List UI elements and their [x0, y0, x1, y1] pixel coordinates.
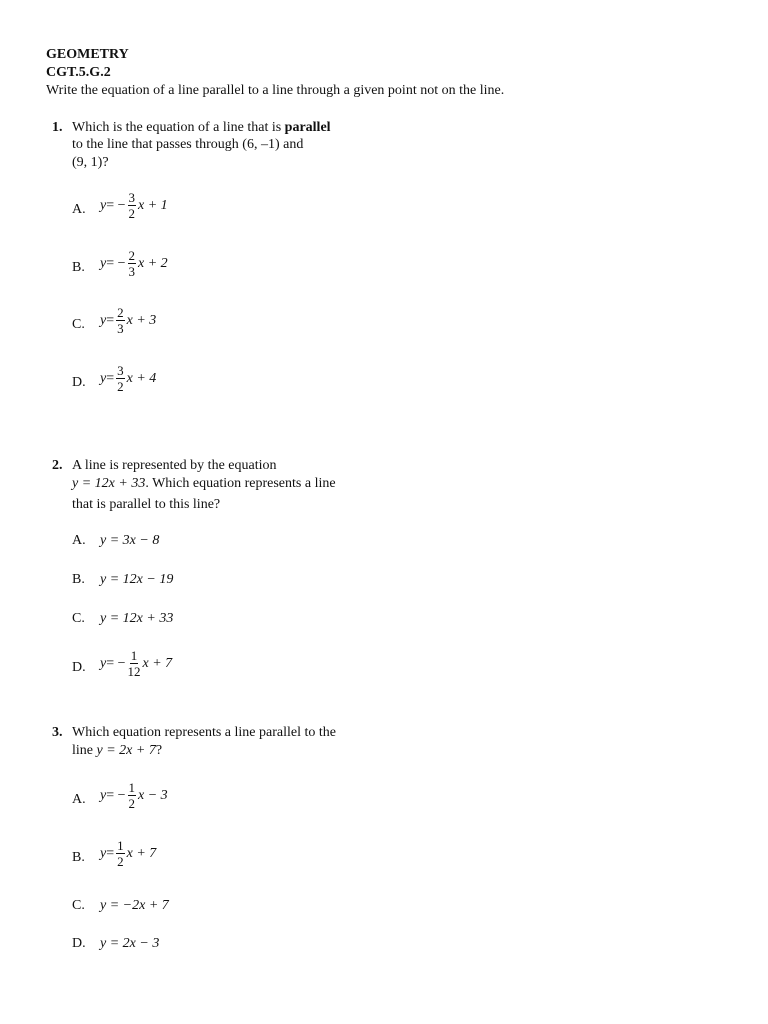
eq-sign: = −	[106, 197, 126, 213]
question-2-line-3: that is parallel to this line?	[72, 497, 221, 512]
standard-description: Write the equation of a line parallel to a line through a given point not on the line.	[46, 83, 505, 98]
q3-option-d-equation	[100, 936, 159, 952]
question-2-number: 2.	[52, 458, 63, 473]
eq-text: y = 2x − 3	[100, 936, 160, 951]
q2-option-a-equation	[100, 533, 159, 549]
eq-lhs: y	[100, 655, 107, 671]
q3-option-c-letter: C.	[72, 898, 85, 913]
q2-option-b-letter: B.	[72, 572, 85, 587]
question-2-line-1: A line is represented by the equation	[72, 458, 277, 473]
fraction	[128, 249, 137, 278]
q1-option-c-letter: C.	[72, 317, 85, 332]
question-1-line-3: (9, 1)?	[72, 155, 109, 170]
eq-sign: = −	[106, 655, 126, 671]
q3-option-b-letter: B.	[72, 850, 85, 865]
eq-sign: = −	[106, 787, 126, 803]
question-1-line-1-text: Which is the equation of a line that is	[72, 120, 285, 135]
eq-rest: x + 3	[126, 312, 157, 328]
fraction-numerator: 1	[128, 780, 136, 795]
fraction	[116, 306, 125, 335]
question-1-line-1	[72, 120, 331, 136]
eq-rest: x − 3	[138, 787, 168, 803]
eq-rest: x + 7	[142, 655, 173, 671]
q1-option-d-equation	[100, 364, 156, 393]
q2-option-d-equation	[100, 649, 172, 678]
fraction	[128, 191, 137, 220]
question-3-given-equation: y = 2x + 7	[96, 743, 156, 758]
eq-rest: x + 1	[138, 197, 168, 213]
eq-lhs: y	[100, 370, 107, 386]
eq-lhs: y	[100, 312, 107, 328]
fraction-numerator: 1	[130, 648, 138, 663]
fraction	[128, 781, 137, 810]
q3-option-a-letter: A.	[72, 792, 86, 807]
fraction-numerator: 1	[117, 838, 124, 853]
question-3-line-2-text: line	[72, 743, 97, 758]
q2-option-d-letter: D.	[72, 660, 86, 675]
fraction-numerator: 2	[117, 305, 124, 320]
q2-option-c-letter: C.	[72, 611, 85, 626]
eq-sign: =	[106, 845, 115, 861]
question-3-number: 3.	[52, 725, 63, 740]
eq-sign: = −	[106, 255, 126, 271]
q1-option-b-equation	[100, 249, 168, 278]
question-1-number: 1.	[52, 120, 63, 135]
eq-text: y = 12x + 33	[100, 611, 174, 626]
fraction-numerator: 2	[128, 248, 136, 263]
q1-option-d-letter: D.	[72, 375, 86, 390]
eq-text: y = −2x + 7	[100, 898, 169, 913]
question-3-line-2-end: ?	[155, 743, 163, 758]
eq-rest: x + 4	[126, 370, 157, 386]
eq-rest: x + 2	[138, 255, 168, 271]
q3-option-a-equation	[100, 781, 168, 810]
fraction-denominator: 2	[117, 854, 124, 869]
fraction-denominator: 3	[128, 264, 136, 279]
q3-option-d-letter: D.	[72, 936, 86, 951]
question-1-bold-word: parallel	[284, 120, 331, 135]
fraction	[116, 364, 125, 393]
eq-lhs: y	[100, 255, 107, 271]
fraction-numerator: 3	[128, 190, 136, 205]
fraction-denominator: 12	[127, 664, 141, 679]
fraction-denominator: 2	[128, 796, 136, 811]
fraction	[128, 649, 141, 678]
eq-lhs: y	[100, 845, 107, 861]
eq-text: y = 3x − 8	[100, 533, 160, 548]
fraction-denominator: 2	[128, 206, 136, 221]
fraction-numerator: 3	[117, 363, 124, 378]
question-3-line-2	[72, 743, 162, 759]
eq-rest: x + 7	[126, 845, 157, 861]
q1-option-a-equation	[100, 191, 168, 220]
question-2-line-2-text: . Which equation represents a line	[145, 476, 336, 491]
fraction	[116, 839, 125, 868]
eq-text: y = 12x − 19	[100, 572, 174, 587]
q2-option-b-equation	[100, 572, 173, 588]
question-3-line-1: Which equation represents a line parallel to the	[72, 725, 336, 740]
q3-option-c-equation	[100, 898, 169, 914]
q1-option-a-letter: A.	[72, 202, 86, 217]
question-2-given-equation: y = 12x + 33	[72, 476, 146, 491]
eq-lhs: y	[100, 787, 107, 803]
question-1-line-2: to the line that passes through (6, –1) and	[72, 137, 304, 152]
q1-option-b-letter: B.	[72, 260, 85, 275]
question-2-line-2	[72, 476, 336, 492]
q2-option-a-letter: A.	[72, 533, 86, 548]
q2-option-c-equation	[100, 611, 173, 627]
eq-sign: =	[106, 370, 115, 386]
q3-option-b-equation	[100, 839, 156, 868]
worksheet-title: GEOMETRY	[46, 47, 129, 62]
eq-lhs: y	[100, 197, 107, 213]
fraction-denominator: 2	[117, 379, 124, 394]
standard-code: CGT.5.G.2	[46, 65, 111, 80]
fraction-denominator: 3	[117, 321, 124, 336]
q1-option-c-equation	[100, 306, 156, 335]
eq-sign: =	[106, 312, 115, 328]
